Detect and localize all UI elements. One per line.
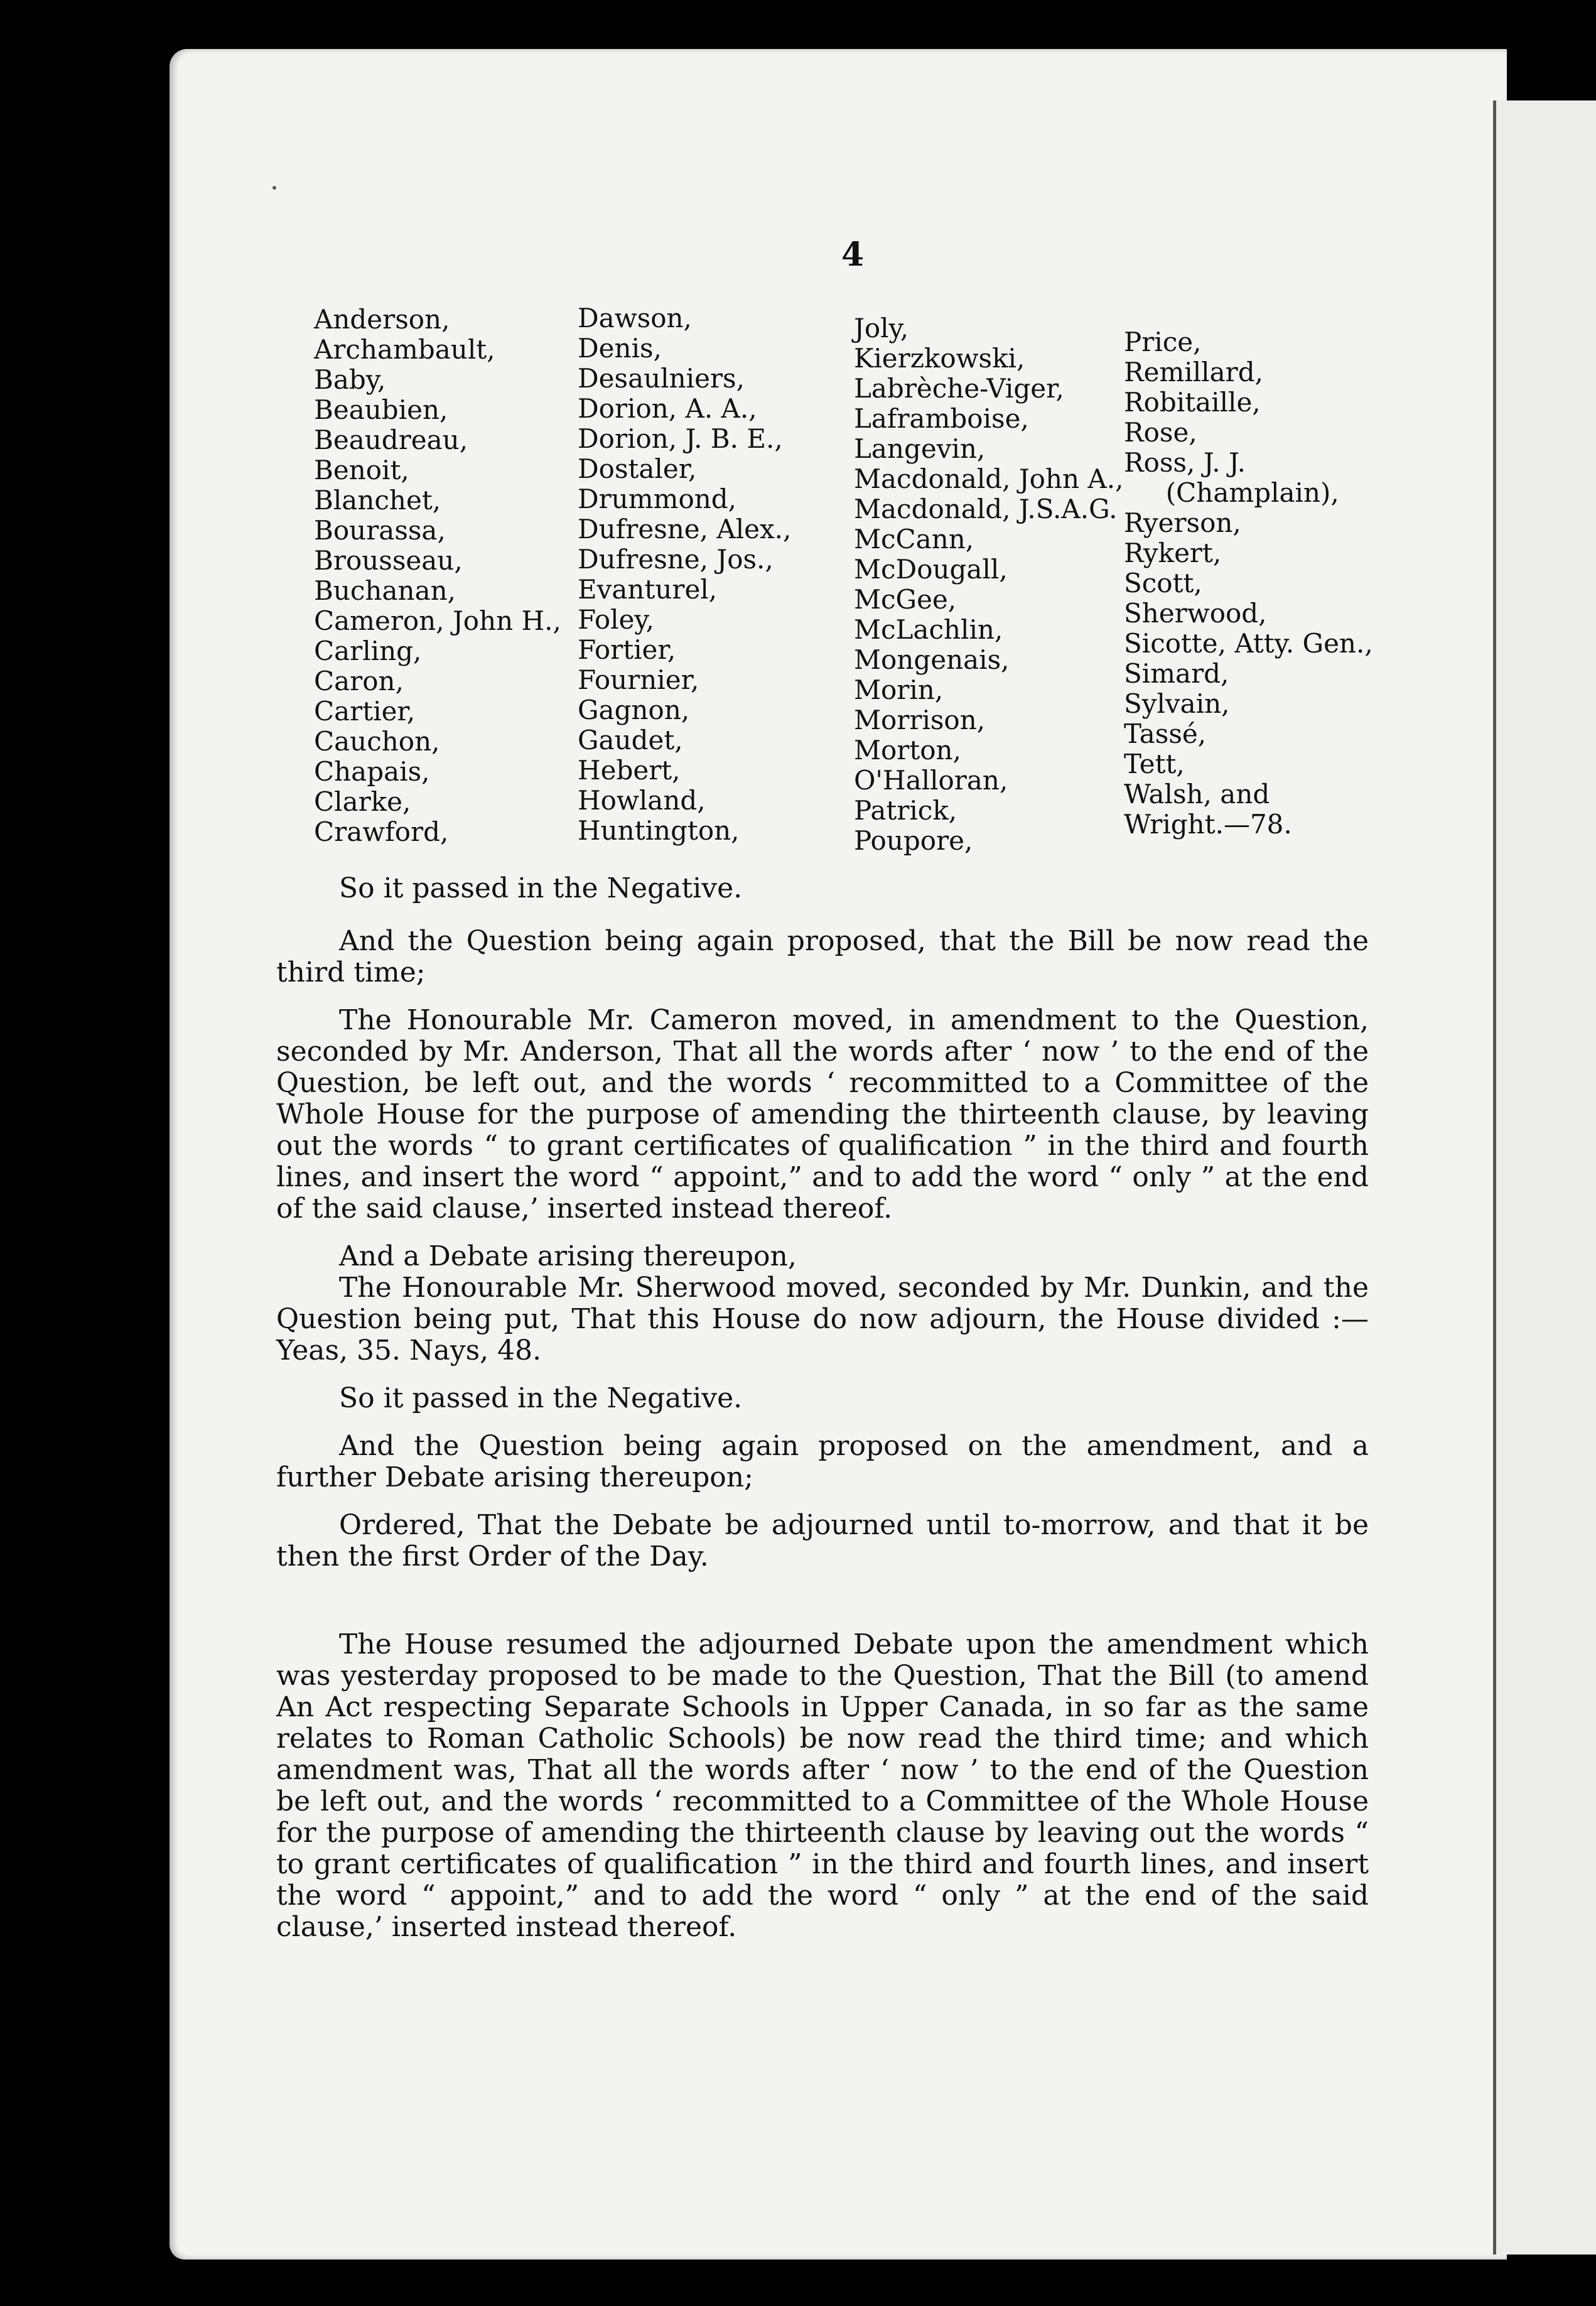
name-entry: Hebert,	[578, 755, 681, 786]
name-entry: Evanturel,	[578, 574, 718, 605]
name-entry: Sicotte, Atty. Gen.,	[1124, 628, 1373, 659]
name-entry: Simard,	[1124, 658, 1229, 689]
name-entry: Archambault,	[314, 334, 495, 365]
name-entry: Price,	[1124, 327, 1202, 357]
name-entry: O'Halloran,	[854, 765, 1008, 796]
name-entry: Robitaille,	[1124, 387, 1261, 418]
name-entry: Dostaler,	[578, 453, 697, 484]
paragraph: So it passed in the Negative.	[339, 1382, 743, 1414]
name-entry: Cartier,	[314, 696, 416, 727]
name-entry: Joly,	[854, 313, 909, 344]
name-entry: (Champlain),	[1124, 477, 1339, 508]
name-entry: Scott,	[1124, 568, 1202, 598]
name-entry: Denis,	[578, 333, 662, 364]
name-entry: Langevin,	[854, 433, 986, 464]
name-entry: Fortier,	[578, 634, 676, 665]
name-entry: Walsh, and	[1124, 779, 1270, 809]
name-column-4	[1124, 327, 1373, 840]
name-entry: Fournier,	[578, 664, 699, 695]
name-entry: Dorion, J. B. E.,	[578, 423, 783, 454]
name-entry: Clarke,	[314, 786, 411, 817]
name-entry: Gagnon,	[578, 695, 690, 725]
name-entry: Sylvain,	[1124, 688, 1230, 719]
name-entry: Mongenais,	[854, 644, 1010, 675]
paragraph: And the Question being again proposed on the amendment, and a further Debate arising thereupon;	[276, 1430, 1369, 1493]
paragraph: So it passed in the Negative.	[339, 872, 743, 904]
name-entry: Patrick,	[854, 795, 957, 826]
name-entry: Dawson,	[578, 303, 692, 333]
name-entry: Tett,	[1124, 749, 1185, 779]
paragraph: The Honourable Mr. Sherwood moved, seconded by Mr. Dunkin, and the Question being put, That this House do now adjourn, the House divided :— Yeas, 35. Nays, 48.	[276, 1272, 1369, 1367]
name-entry: Gaudet,	[578, 725, 683, 755]
name-entry: Caron,	[314, 666, 404, 696]
name-entry: Macdonald, J.S.A.G.	[854, 494, 1118, 524]
name-entry: Dorion, A. A.,	[578, 393, 757, 424]
name-entry: Rose,	[1124, 417, 1197, 448]
name-entry: Baby,	[314, 364, 386, 395]
name-entry: Anderson,	[314, 304, 450, 335]
paragraph: Ordered, That the Debate be adjourned until to-morrow, and that it be then the first Order of the Day.	[276, 1509, 1369, 1573]
name-entry: McDougall,	[854, 554, 1008, 585]
name-entry: Dufresne, Jos.,	[578, 544, 774, 575]
name-entry: Desaulniers,	[578, 363, 745, 394]
name-entry: Carling,	[314, 636, 422, 666]
name-entry: Benoit,	[314, 455, 409, 485]
name-entry: McGee,	[854, 584, 957, 615]
name-entry: Remillard,	[1124, 357, 1263, 387]
name-entry: Laframboise,	[854, 403, 1029, 434]
name-entry: Ross, J. J.	[1124, 447, 1246, 478]
name-entry: Chapais,	[314, 756, 430, 787]
name-entry: Blanchet,	[314, 485, 441, 516]
name-entry: Brousseau,	[314, 545, 463, 576]
print-speck	[272, 186, 276, 190]
name-entry: Cameron, John H.,	[314, 605, 561, 636]
name-entry: Foley,	[578, 604, 654, 635]
name-entry: Cauchon,	[314, 726, 440, 757]
name-entry: Howland,	[578, 785, 706, 816]
name-entry: Crawford,	[314, 816, 449, 847]
name-column-3	[854, 313, 1123, 856]
name-entry: Poupore,	[854, 825, 973, 856]
name-entry: Rykert,	[1124, 538, 1222, 568]
name-entry: Beaubien,	[314, 394, 448, 425]
name-entry: Beaudreau,	[314, 425, 468, 455]
name-entry: Morton,	[854, 735, 961, 766]
paragraph: The Honourable Mr. Cameron moved, in amendment to the Question, seconded by Mr. Anderson, That all the words after ‘ now ’ to the end of the Question, be left out, and the words ‘ recommitted to a Committee of the Whole House for the purpose of amending the thirteenth clause, by leaving out the words “ to grant certificates of qualification ” in the third and fourth lines, and insert the word “ appoint,” and to add the word “ only ” at the end of the said clause,’ inserted instead thereof.	[276, 1004, 1369, 1225]
name-entry: Tassé,	[1124, 718, 1207, 749]
name-entry: Buchanan,	[314, 575, 456, 606]
page-number: 4	[841, 235, 865, 274]
name-entry: Macdonald, John A.,	[854, 463, 1124, 494]
paragraph: And a Debate arising thereupon,	[339, 1240, 797, 1272]
name-entry: Labrèche-Viger,	[854, 373, 1064, 404]
name-entry: Ryerson,	[1124, 507, 1241, 538]
name-column-2	[578, 303, 791, 846]
next-page-edge	[1493, 100, 1596, 2255]
paragraph: The House resumed the adjourned Debate upon the amendment which was yesterday proposed to be made to the Question, That the Bill (to amend An Act respecting Separate Schools in Upper Canada, in so far as the same relates to Roman Catholic Schools) be now read the third time; and which amendment was, That all the words after ‘ now ’ to the end of the Question be left out, and the words ‘ recommitted to a Committee of the Whole House for the purpose of amending the thirteenth clause by leaving out the words “ to grant certificates of qualification ” in the third and fourth lines, and insert the word “ appoint,” and to add the word “ only ” at the end of the said clause,’ inserted instead thereof.	[276, 1628, 1369, 1943]
name-entry: Wright.—78.	[1124, 809, 1292, 840]
name-entry: Huntington,	[578, 815, 740, 846]
name-entry: Bourassa,	[314, 515, 446, 546]
name-entry: McCann,	[854, 524, 974, 555]
name-entry: Kierzkowski,	[854, 343, 1025, 374]
paragraph: And the Question being again proposed, that the Bill be now read the third time;	[276, 925, 1369, 988]
name-column-1	[314, 305, 561, 847]
name-entry: Dufresne, Alex.,	[578, 514, 792, 544]
name-entry: Morin,	[854, 674, 944, 705]
body-text	[276, 873, 1369, 1959]
name-entry: Sherwood,	[1124, 598, 1267, 629]
name-entry: Drummond,	[578, 484, 737, 514]
name-entry: Morrison,	[854, 705, 986, 735]
name-entry: McLachlin,	[854, 614, 1003, 645]
